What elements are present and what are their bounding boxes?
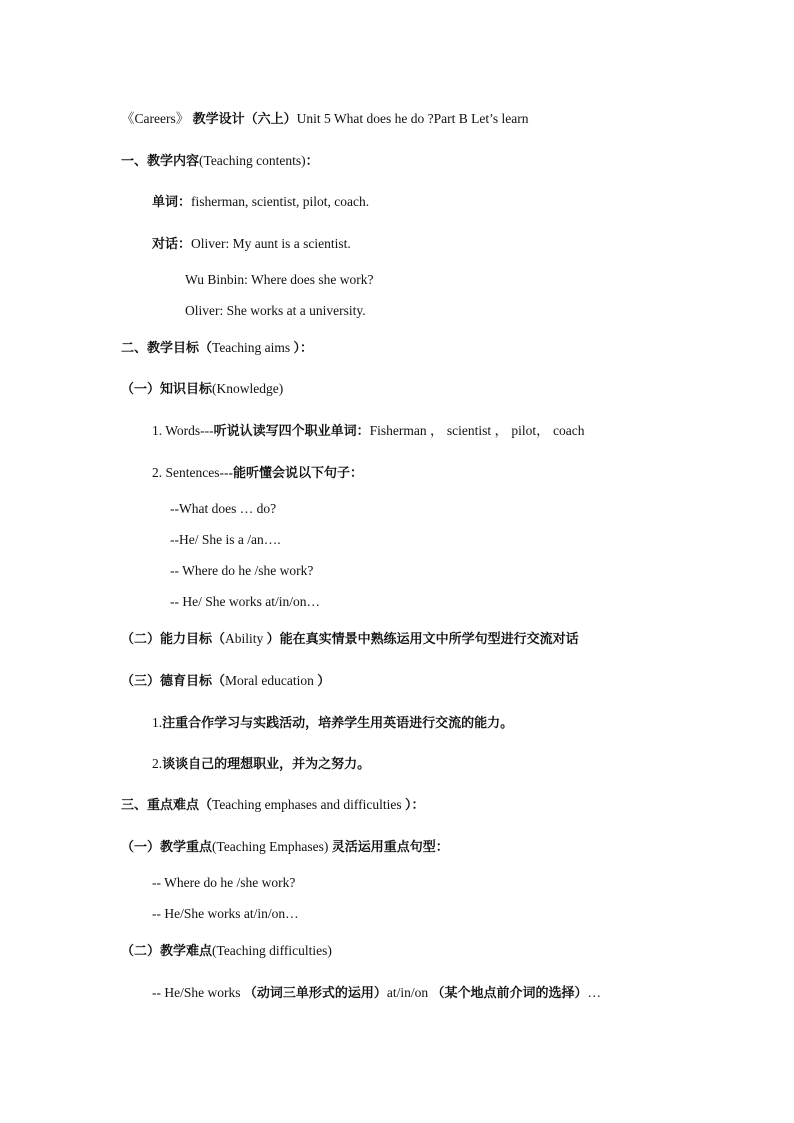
title-run-1: 教学设计（六上） [192,112,297,127]
aim-item-words [152,422,585,441]
item1-run-0: 1. Words--- [152,423,214,438]
dialog-line-run-1: Oliver: My aunt is a scientist. [191,236,351,251]
h2-1-run-1: (Knowledge) [212,381,284,396]
h1-run-1: (Teaching contents) [199,153,306,168]
item1-run-2: Fisherman ， scientist ， pilot， coach [369,423,585,438]
s1-run-0: --What does … do? [170,501,277,516]
dialog2-run-0: Wu Binbin: Where does she work? [185,272,374,287]
section-heading-teaching-aims [121,339,313,358]
title-run-2: Unit 5 What does he do ?Part B Let’s learn [296,111,529,126]
dialogue-line-1 [152,235,351,254]
h2-3-run-1: Moral education [225,673,318,688]
d1-run-0: -- He/She works [152,985,244,1000]
d1-run-4: … [587,985,602,1000]
h1-run-2: ： [305,154,319,169]
e1-run-0: -- Where do he /she work? [152,875,296,890]
sentence-pattern-3 [170,562,313,580]
h3-1-run-0: （一）教学重点 [121,840,213,855]
h3-2-run-0: （二）教学难点 [121,944,213,959]
moral-item-1 [152,714,513,733]
s2-run-0: --He/ She is a /an…. [170,532,281,547]
m2-run-0: 2. [152,756,163,771]
subheading-knowledge [121,380,283,399]
words-line-run-0: 单词： [152,195,192,210]
subheading-ability [121,630,579,649]
h3-run-2: ）： [405,798,425,813]
emphasis-pattern-2 [152,905,299,923]
dialogue-line-2 [185,271,374,289]
h2-run-2: ）： [293,341,314,356]
dialogue-line-3 [185,302,366,320]
subheading-teaching-emphases [121,838,449,857]
item2-run-1: 能听懂会说以下句子： [232,466,363,481]
subheading-moral-education [121,672,330,691]
h2-3-run-0: （三）德育目标（ [121,674,226,689]
m2-run-1: 谈谈自己的理想职业，并为之努力。 [162,757,371,772]
s4-run-0: -- He/ She works at/in/on… [170,594,320,609]
dialog-line-run-0: 对话： [152,237,192,252]
sentence-pattern-2 [170,531,281,549]
d1-run-1: （动词三单形式的运用） [243,986,387,1001]
d1-run-3: （某个地点前介词的选择） [431,986,588,1001]
sentence-pattern-1 [170,500,276,518]
h1-run-0: 一、教学内容 [121,154,200,169]
emphasis-pattern-1 [152,874,295,892]
h2-run-1: Teaching aims [212,340,294,355]
h3-1-run-2: 灵活运用重点句型： [331,840,449,855]
vocabulary-line [152,193,369,212]
m1-run-0: 1. [152,715,163,730]
sentence-pattern-4 [170,593,320,611]
item1-run-1: 听说认读写四个职业单词： [213,424,370,439]
title-run-0: 《Careers》 [121,111,193,126]
difficulty-pattern [152,984,601,1003]
moral-item-2 [152,755,370,774]
section-heading-emphases-difficulties [121,796,425,815]
subheading-teaching-difficulties [121,942,332,961]
s3-run-0: -- Where do he /she work? [170,563,314,578]
h2-3-run-2: ） [317,674,331,689]
h3-1-run-1: (Teaching Emphases) [212,839,332,854]
h3-run-1: Teaching emphases and difficulties [212,797,406,812]
h2-run-0: 二、教学目标（ [121,341,213,356]
aim-item-sentences [152,464,363,483]
m1-run-1: 注重合作学习与实践活动，培养学生用英语进行交流的能力。 [162,716,514,731]
h3-run-0: 三、重点难点（ [121,798,213,813]
item2-run-0: 2. Sentences--- [152,465,233,480]
section-heading-teaching-contents [121,152,319,171]
document-title [121,110,528,129]
h2-2-run-2: ）能在真实情景中熟练运用文中所学句型进行交流对话 [266,632,579,647]
h2-1-run-0: （一）知识目标 [121,382,213,397]
h3-2-run-1: (Teaching difficulties) [212,943,332,958]
dialog3-run-0: Oliver: She works at a university. [185,303,366,318]
words-line-run-1: fisherman, scientist, pilot, coach. [191,194,370,209]
e2-run-0: -- He/She works at/in/on… [152,906,299,921]
h2-2-run-0: （二）能力目标（ [121,632,226,647]
d1-run-2: at/in/on [386,985,432,1000]
h2-2-run-1: Ability [225,631,267,646]
